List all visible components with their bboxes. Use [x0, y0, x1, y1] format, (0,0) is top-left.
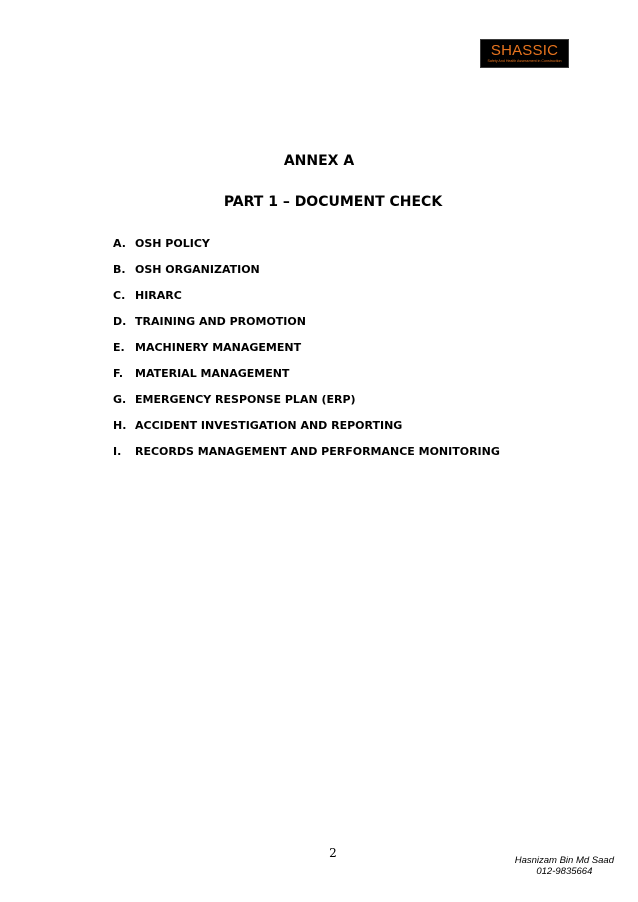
part-title: PART 1 – DOCUMENT CHECK	[223, 194, 443, 210]
list-item-training-and-promotion	[113, 314, 500, 340]
list-item-machinery-management	[113, 340, 500, 366]
item-label: HIRARC	[135, 289, 182, 302]
logo-tagline: Safety And Health Assessment in Construction	[487, 59, 562, 63]
list-item-records-management	[113, 444, 500, 470]
item-letter: A.	[113, 237, 126, 250]
item-letter: C.	[113, 289, 126, 302]
logo-wordmark: SHASSIC	[490, 42, 559, 59]
item-letter: H.	[113, 419, 127, 432]
item-label: ACCIDENT INVESTIGATION AND REPORTING	[135, 419, 403, 432]
author-phone: 012-9835664	[536, 866, 593, 877]
item-letter: D.	[113, 315, 127, 328]
item-label: MACHINERY MANAGEMENT	[135, 341, 302, 354]
page-number: 2	[329, 846, 337, 860]
item-label: EMERGENCY RESPONSE PLAN (ERP)	[135, 393, 356, 406]
list-item-osh-policy	[113, 236, 500, 262]
footer-author	[515, 855, 614, 877]
item-letter: B.	[113, 263, 126, 276]
item-letter: E.	[113, 341, 125, 354]
list-item-emergency-response-plan	[113, 392, 500, 418]
annex-title: ANNEX A	[283, 153, 355, 169]
item-label: OSH ORGANIZATION	[135, 263, 260, 276]
author-name: Hasnizam Bin Md Saad	[514, 855, 614, 866]
list-item-accident-investigation	[113, 418, 500, 444]
list-item-hirarc	[113, 288, 500, 314]
document-check-list	[113, 236, 500, 470]
item-letter: F.	[113, 367, 124, 380]
item-label: OSH POLICY	[135, 237, 210, 250]
shassic-logo	[480, 39, 569, 68]
item-letter: G.	[113, 393, 127, 406]
item-label: MATERIAL MANAGEMENT	[135, 367, 290, 380]
item-label: RECORDS MANAGEMENT AND PERFORMANCE MONITORING	[135, 445, 500, 458]
list-item-material-management	[113, 366, 500, 392]
item-label: TRAINING AND PROMOTION	[135, 315, 306, 328]
item-letter: I.	[113, 445, 122, 458]
list-item-osh-organization	[113, 262, 500, 288]
